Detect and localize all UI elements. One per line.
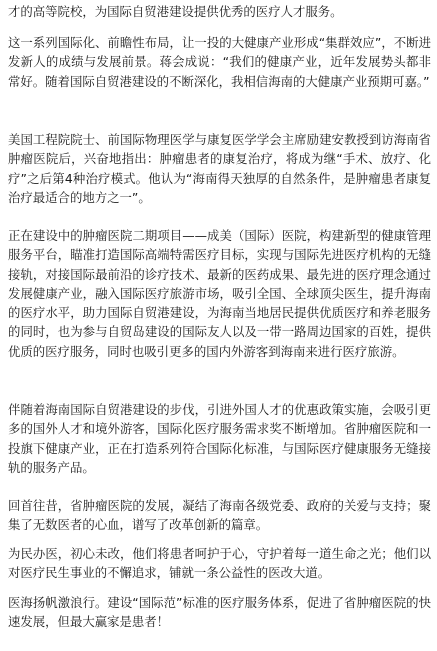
article-paragraph-8: 医海扬帆激浪行。建设“国际范”标准的医疗服务体系，促进了省肿瘤医院的快速发展，但最大赢家是患者！ [8,595,431,630]
article-paragraph-7: 为民办医，初心未改，他们将患者呵护于心，守护着每一道生命之光；他们以对医疗民生事业的不懈追求，铺就一条公益性的医改大道。 [8,546,431,581]
article-paragraph-5: 伴随着海南国际自贸港建设的步伐，引进外国人才的优惠政策实施，会吸引更多的国外人才和境外游客，国际化医疗服务需求奖不断增加。省肿瘤医院和一投旗下健康产业，正在打造系列符合国际化标准，与国际医疗健康服务无缝接轨的服务产品。 [8,402,431,475]
article-paragraph-3: 美国工程院院士、前国际物理医学与康复医学学会主席励建安教授到访海南省肿瘤医院后，兴奋地指出：肿瘤患者的康复治疗，将成为继“手术、放疗、化疗”之后第4种治疗模式。他认为“海南得天独厚的自然条件，是肿瘤患者康复治疗最适合的地方之一”。 [8,132,431,205]
article-paragraph-4: 正在建设中的肿瘤医院二期项目——成美（国际）医院，构建新型的健康管理服务平台，瞄准打造国际高端特需医疗目标，实现与国际先进医疗机构的无缝接轨，对接国际最前沿的诊疗技术、最新的医药成果、最先进的医疗理念通过发展健康产业，融入国际医疗旅游市场，吸引全国、全球顶尖医生，提升海南的医疗水平，助力国际自贸港建设，为海南当地居民提供优质医疗和养老服务的同时，也为参与自贸岛建设的国际友人以及一带一路周边国家的百姓，提供优质的医疗服务，同时也吸引更多的国内外游客到海南来进行医疗旅游。 [8,228,431,359]
article-paragraph-6: 回首往昔，省肿瘤医院的发展，凝结了海南各级党委、政府的关爱与支持；聚集了无数医者的心血，谱写了改革创新的篇章。 [8,498,431,533]
article-paragraph-2: 这一系列国际化、前瞻性布局，让一投的大健康产业形成“集群效应”，不断进发新人的成绩与发展前景。蒋会成说：“我们的健康产业，近年发展势头都非常好。随着国际自贸港建设的不断深化，我相信海南的大健康产业预期可嘉。” [8,35,431,89]
article-paragraph-1: 才的高等院校，为国际自贸港建设提供优秀的医疗人才服务。 [8,4,343,19]
